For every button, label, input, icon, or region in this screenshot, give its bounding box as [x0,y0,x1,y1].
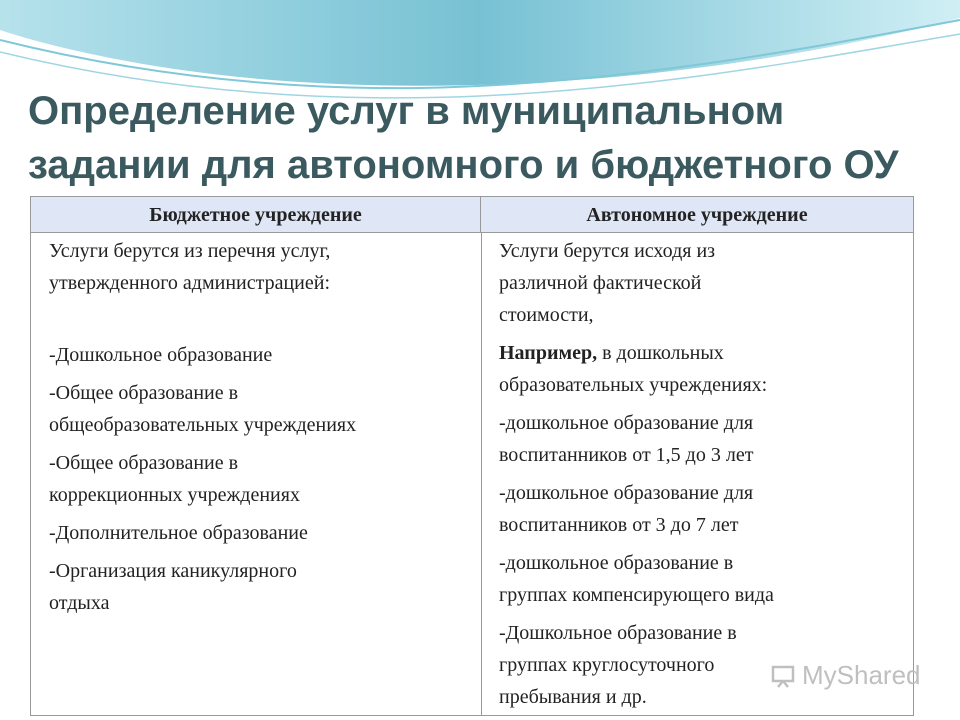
autonomous-column [499,235,909,713]
budget-item-cont: коррекционных учреждениях [49,484,300,506]
budget-item: -Общее образование в [49,382,239,404]
header-budget: Бюджетное учреждение [31,197,481,233]
slide-title [28,84,948,192]
autonomous-item-cont: воспитанников от 1,5 до 3 лет [499,444,754,466]
budget-item: -Организация каникулярного [49,560,297,582]
budget-intro-line1: Услуги берутся из перечня услуг, [49,240,331,262]
autonomous-intro-line3: стоимости, [499,304,594,326]
autonomous-item: -дошкольное образование в [499,552,734,574]
autonomous-item-cont: воспитанников от 3 до 7 лет [499,514,739,536]
autonomous-item-cont: группах компенсирующего вида [499,584,774,606]
autonomous-item: -Дошкольное образование в [499,622,737,644]
watermark-logo [770,660,921,691]
budget-item-cont: общеобразовательных учреждениях [49,414,357,436]
header-autonomous: Автономное учреждение [481,197,913,233]
autonomous-item: -дошкольное образование для [499,482,754,504]
autonomous-item: -дошкольное образование для [499,412,754,434]
autonomous-item-cont: группах круглосуточного [499,654,715,676]
autonomous-intro-line2: различной фактической [499,272,702,294]
watermark-text: MyShared [802,660,921,690]
example-bold: Например, [499,342,598,364]
autonomous-intro-line1: Услуги берутся исходя из [499,240,716,262]
budget-item: -Дополнительное образование [49,522,308,544]
title-line-2: задании для автономного и бюджетного ОУ [28,143,899,187]
presentation-icon [770,663,796,689]
example-line1 [499,337,909,369]
budget-item-cont: отдыха [49,592,110,614]
budget-intro-line2: утвержденного администрацией: [49,272,331,294]
example-line2: образовательных учреждениях: [499,374,768,396]
title-line-1: Определение услуг в муниципальном [28,89,785,133]
autonomous-item-cont: пребывания и др. [499,686,647,708]
budget-column [49,235,474,619]
example-rest: в дошкольных [597,342,724,364]
column-divider [481,233,482,715]
comparison-table [30,196,914,716]
budget-item: -Общее образование в [49,452,239,474]
budget-item: -Дошкольное образование [49,344,273,366]
